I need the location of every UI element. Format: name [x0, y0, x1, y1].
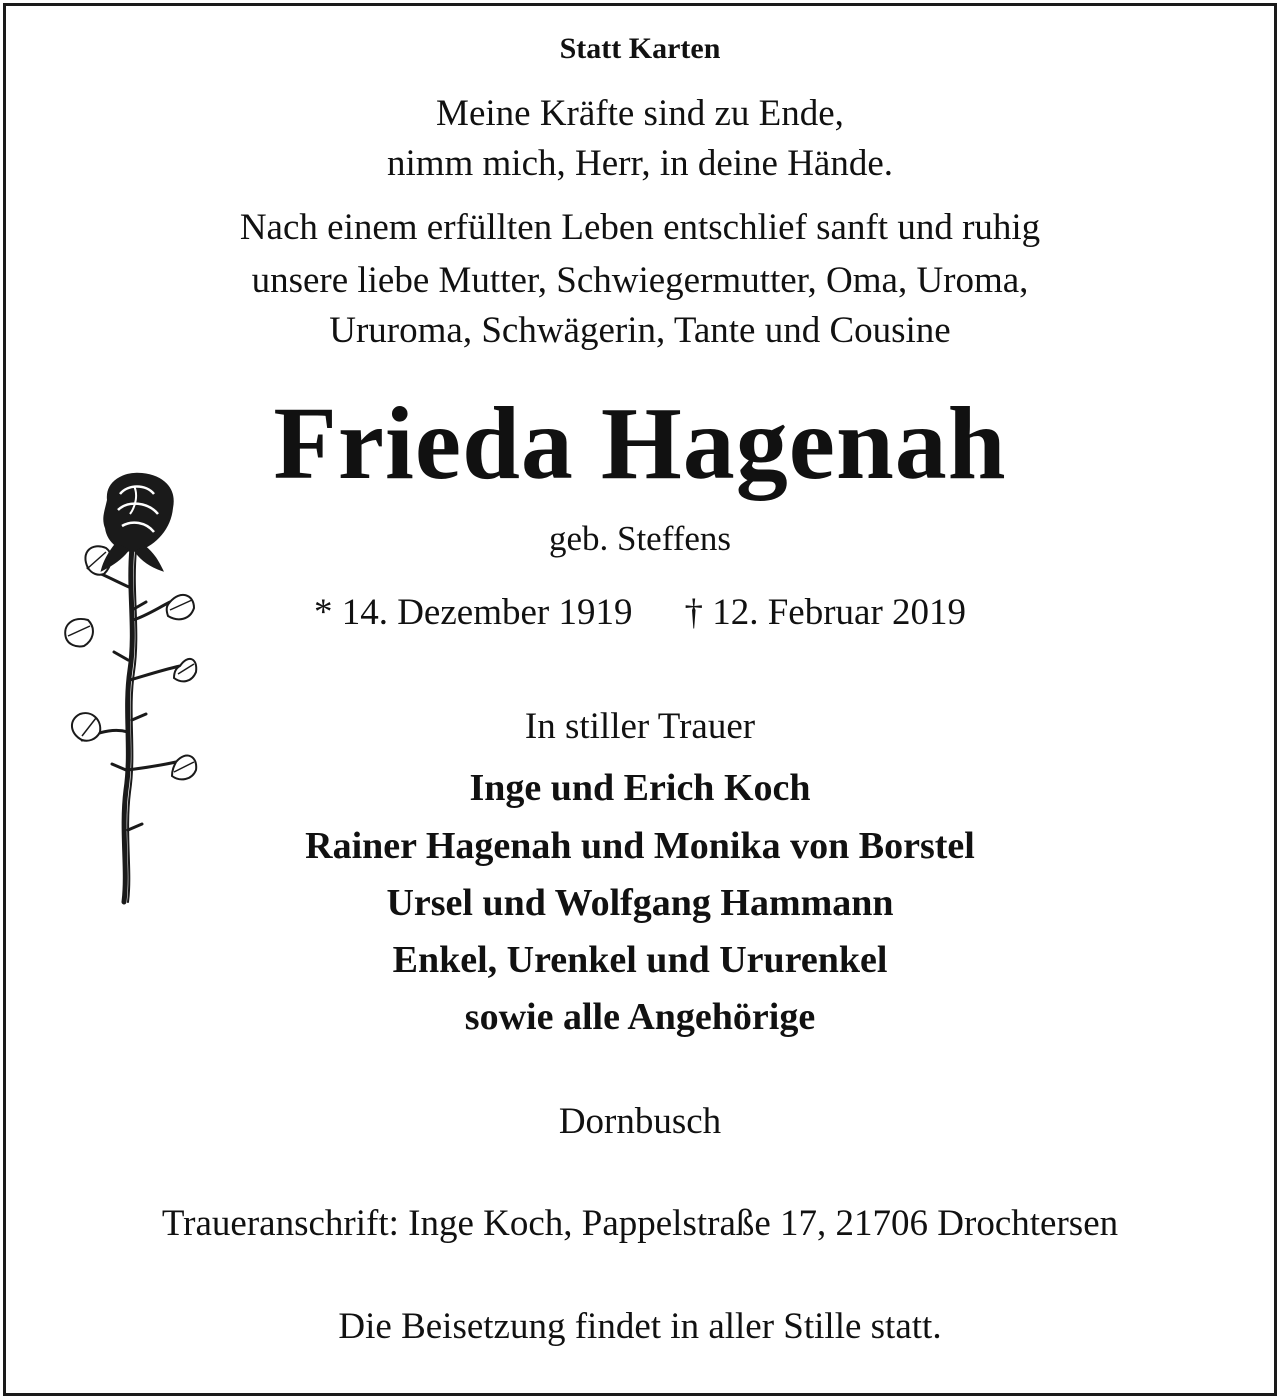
mourner-line: Enkel, Urenkel und Ururenkel: [392, 939, 888, 981]
death-date: † 12. Februar 2019: [684, 592, 967, 633]
place-name: Dornbusch: [558, 1101, 722, 1142]
verse-line-2: nimm mich, Herr, in deine Hände.: [386, 143, 894, 184]
mourner-line: sowie alle Angehörige: [464, 996, 816, 1038]
notice-header: Statt Karten: [559, 32, 721, 65]
verse-line-1: Meine Kräfte sind zu Ende,: [436, 93, 844, 134]
mourner-line: Ursel und Wolfgang Hammann: [386, 882, 894, 924]
rose-icon: [58, 470, 198, 910]
maiden-name: geb. Steffens: [548, 519, 732, 558]
intro-line-1: Nach einem erfüllten Leben entschlief sanft und ruhig: [239, 207, 1041, 248]
mourner-line: Rainer Hagenah und Monika von Borstel: [305, 825, 975, 867]
mourning-address: Traueranschrift: Inge Koch, Pappelstraße 17, 21706 Drochtersen: [161, 1203, 1119, 1244]
mourning-phrase: In stiller Trauer: [524, 706, 756, 747]
intro-line-3: Ururoma, Schwägerin, Tante und Cousine: [329, 310, 951, 351]
mourner-line: Inge und Erich Koch: [469, 767, 811, 809]
funeral-note: Die Beisetzung findet in aller Stille statt.: [338, 1306, 942, 1347]
intro-line-2: unsere liebe Mutter, Schwiegermutter, Oma, Uroma,: [251, 260, 1029, 301]
birth-date: * 14. Dezember 1919: [313, 592, 633, 633]
deceased-name: Frieda Hagenah: [273, 386, 1007, 501]
